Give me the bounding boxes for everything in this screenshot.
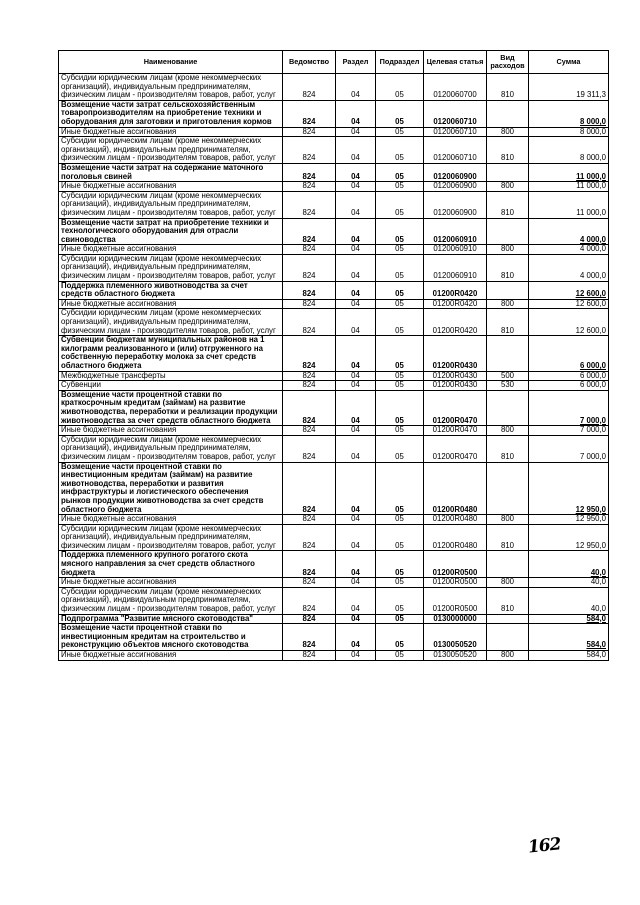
cell-subsection: 05	[376, 651, 424, 661]
table-row	[59, 551, 609, 578]
cell-dept: 824	[283, 426, 336, 436]
cell-exptype: 810	[487, 587, 529, 614]
cell-name: Иные бюджетные ассигнования	[59, 578, 283, 588]
cell-subsection: 05	[376, 587, 424, 614]
cell-sum: 584,0	[529, 614, 609, 624]
cell-target: 01200R0470	[424, 435, 487, 462]
cell-name: Поддержка племенного животноводства за счет средств областного бюджета	[59, 281, 283, 299]
cell-sum: 11 000,0	[529, 191, 609, 218]
cell-exptype	[487, 614, 529, 624]
cell-sum: 12 950,0	[529, 462, 609, 515]
cell-exptype: 800	[487, 651, 529, 661]
cell-section: 04	[336, 371, 376, 381]
cell-sum: 8 000,0	[529, 100, 609, 127]
cell-sum: 7 000,0	[529, 435, 609, 462]
cell-subsection: 05	[376, 371, 424, 381]
cell-exptype: 800	[487, 127, 529, 137]
cell-target: 0120060710	[424, 127, 487, 137]
cell-subsection: 05	[376, 74, 424, 101]
cell-dept: 824	[283, 587, 336, 614]
cell-subsection: 05	[376, 309, 424, 336]
cell-sum: 4 000,0	[529, 254, 609, 281]
cell-section: 04	[336, 245, 376, 255]
cell-dept: 824	[283, 336, 336, 371]
cell-name: Возмещение части процентной ставки по инвестиционным кредитам на строительство и реконструкцию объектов мясного скотоводства	[59, 624, 283, 651]
table-row	[59, 309, 609, 336]
cell-dept: 824	[283, 281, 336, 299]
cell-sum: 12 950,0	[529, 524, 609, 551]
cell-dept: 824	[283, 390, 336, 425]
cell-subsection: 05	[376, 336, 424, 371]
cell-subsection: 05	[376, 381, 424, 391]
cell-exptype	[487, 281, 529, 299]
cell-target: 01200R0430	[424, 371, 487, 381]
cell-subsection: 05	[376, 245, 424, 255]
cell-target: 0130050520	[424, 651, 487, 661]
cell-exptype	[487, 100, 529, 127]
table-header-row	[59, 51, 609, 74]
cell-section: 04	[336, 390, 376, 425]
cell-dept: 824	[283, 515, 336, 525]
table-row	[59, 299, 609, 309]
table-row	[59, 137, 609, 164]
cell-target: 0120060910	[424, 218, 487, 245]
cell-sum: 12 950,0	[529, 515, 609, 525]
table-row	[59, 74, 609, 101]
cell-name: Возмещение части затрат на содержание маточного поголовья свиней	[59, 163, 283, 181]
cell-exptype	[487, 218, 529, 245]
cell-target: 01200R0480	[424, 515, 487, 525]
cell-section: 04	[336, 100, 376, 127]
cell-name: Поддержка племенного крупного рогатого скота мясного направления за счет средств областного бюджета	[59, 551, 283, 578]
cell-sum: 7 000,0	[529, 426, 609, 436]
cell-subsection: 05	[376, 254, 424, 281]
cell-exptype: 800	[487, 245, 529, 255]
table-row	[59, 524, 609, 551]
cell-target: 0120060710	[424, 137, 487, 164]
cell-exptype: 500	[487, 371, 529, 381]
cell-subsection: 05	[376, 624, 424, 651]
table-row	[59, 371, 609, 381]
table-row	[59, 587, 609, 614]
cell-dept: 824	[283, 163, 336, 181]
cell-name: Возмещение части процентной ставки по инвестиционным кредитам (займам) на развитие животноводства, переработки и развития инфраструктуры и логистического обеспечения рынков продукции животноводства за счет средств областного бюджета	[59, 462, 283, 515]
cell-name: Иные бюджетные ассигнования	[59, 426, 283, 436]
cell-target: 01200R0470	[424, 426, 487, 436]
cell-name: Иные бюджетные ассигнования	[59, 182, 283, 192]
header-subsection: Подраздел	[376, 51, 424, 74]
cell-section: 04	[336, 163, 376, 181]
cell-exptype: 800	[487, 426, 529, 436]
cell-name: Субвенции	[59, 381, 283, 391]
cell-subsection: 05	[376, 426, 424, 436]
cell-name: Субсидии юридическим лицам (кроме некоммерческих организаций), индивидуальным предпринимателям, физическим лицам - производителям товаров, работ, услуг	[59, 587, 283, 614]
cell-target: 0120060900	[424, 182, 487, 192]
cell-section: 04	[336, 254, 376, 281]
cell-dept: 824	[283, 127, 336, 137]
cell-subsection: 05	[376, 551, 424, 578]
header-dept: Ведомство	[283, 51, 336, 74]
cell-target: 0120060910	[424, 245, 487, 255]
page-number: 162	[527, 834, 562, 858]
table-row	[59, 336, 609, 371]
header-section: Раздел	[336, 51, 376, 74]
cell-sum: 584,0	[529, 624, 609, 651]
cell-target: 01200R0500	[424, 551, 487, 578]
cell-section: 04	[336, 191, 376, 218]
cell-subsection: 05	[376, 191, 424, 218]
table-row	[59, 651, 609, 661]
cell-subsection: 05	[376, 524, 424, 551]
cell-name: Возмещение части затрат сельскохозяйственным товаропроизводителям на приобретение техники и оборудования для заготовки и приготовления кормов	[59, 100, 283, 127]
cell-exptype	[487, 462, 529, 515]
cell-subsection: 05	[376, 281, 424, 299]
cell-target: 01200R0480	[424, 524, 487, 551]
cell-subsection: 05	[376, 137, 424, 164]
cell-sum: 584,0	[529, 651, 609, 661]
cell-exptype: 800	[487, 578, 529, 588]
table-row	[59, 426, 609, 436]
table-row	[59, 281, 609, 299]
table-row	[59, 614, 609, 624]
table-row	[59, 218, 609, 245]
cell-subsection: 05	[376, 182, 424, 192]
cell-name: Субсидии юридическим лицам (кроме некоммерческих организаций), индивидуальным предпринимателям, физическим лицам - производителям товаров, работ, услуг	[59, 74, 283, 101]
cell-sum: 40,0	[529, 551, 609, 578]
cell-sum: 7 000,0	[529, 390, 609, 425]
table-row	[59, 381, 609, 391]
cell-sum: 8 000,0	[529, 127, 609, 137]
table-row	[59, 127, 609, 137]
cell-subsection: 05	[376, 578, 424, 588]
cell-exptype	[487, 551, 529, 578]
cell-name: Субсидии юридическим лицам (кроме некоммерческих организаций), индивидуальным предпринимателям, физическим лицам - производителям товаров, работ, услуг	[59, 191, 283, 218]
cell-subsection: 05	[376, 515, 424, 525]
cell-subsection: 05	[376, 614, 424, 624]
cell-target: 0130050520	[424, 624, 487, 651]
cell-section: 04	[336, 515, 376, 525]
cell-sum: 19 311,3	[529, 74, 609, 101]
cell-sum: 6 000,0	[529, 381, 609, 391]
cell-sum: 11 000,0	[529, 163, 609, 181]
cell-name: Иные бюджетные ассигнования	[59, 245, 283, 255]
cell-section: 04	[336, 524, 376, 551]
cell-dept: 824	[283, 524, 336, 551]
cell-name: Возмещение части затрат на приобретение техники и технологического оборудования для отрасли свиноводства	[59, 218, 283, 245]
cell-dept: 824	[283, 551, 336, 578]
cell-exptype	[487, 163, 529, 181]
cell-sum: 6 000,0	[529, 336, 609, 371]
header-name: Наименование	[59, 51, 283, 74]
cell-section: 04	[336, 624, 376, 651]
cell-exptype: 800	[487, 299, 529, 309]
cell-section: 04	[336, 299, 376, 309]
cell-subsection: 05	[376, 462, 424, 515]
cell-name: Подпрограмма "Развитие мясного скотоводства"	[59, 614, 283, 624]
table-row	[59, 578, 609, 588]
cell-dept: 824	[283, 371, 336, 381]
cell-subsection: 05	[376, 163, 424, 181]
cell-section: 04	[336, 651, 376, 661]
cell-subsection: 05	[376, 218, 424, 245]
cell-subsection: 05	[376, 390, 424, 425]
cell-name: Иные бюджетные ассигнования	[59, 299, 283, 309]
cell-dept: 824	[283, 100, 336, 127]
cell-section: 04	[336, 578, 376, 588]
cell-sum: 12 600,0	[529, 299, 609, 309]
cell-sum: 11 000,0	[529, 182, 609, 192]
cell-section: 04	[336, 381, 376, 391]
table-row	[59, 462, 609, 515]
cell-subsection: 05	[376, 435, 424, 462]
cell-exptype: 810	[487, 435, 529, 462]
cell-sum: 40,0	[529, 587, 609, 614]
cell-name: Иные бюджетные ассигнования	[59, 651, 283, 661]
cell-sum: 8 000,0	[529, 137, 609, 164]
cell-section: 04	[336, 137, 376, 164]
cell-target: 01200R0500	[424, 578, 487, 588]
cell-name: Субсидии юридическим лицам (кроме некоммерческих организаций), индивидуальным предпринимателям, физическим лицам - производителям товаров, работ, услуг	[59, 524, 283, 551]
cell-dept: 824	[283, 191, 336, 218]
cell-name: Субсидии юридическим лицам (кроме некоммерческих организаций), индивидуальным предпринимателям, физическим лицам - производителям товаров, работ, услуг	[59, 254, 283, 281]
cell-sum: 6 000,0	[529, 371, 609, 381]
cell-section: 04	[336, 127, 376, 137]
cell-target: 01200R0420	[424, 281, 487, 299]
cell-section: 04	[336, 182, 376, 192]
cell-dept: 824	[283, 182, 336, 192]
cell-sum: 4 000,0	[529, 218, 609, 245]
table-row	[59, 191, 609, 218]
cell-section: 04	[336, 426, 376, 436]
table-row	[59, 100, 609, 127]
cell-dept: 824	[283, 299, 336, 309]
cell-exptype: 530	[487, 381, 529, 391]
cell-dept: 824	[283, 435, 336, 462]
cell-target: 0120060900	[424, 163, 487, 181]
cell-target: 0120060710	[424, 100, 487, 127]
cell-exptype	[487, 336, 529, 371]
cell-dept: 824	[283, 245, 336, 255]
cell-dept: 824	[283, 218, 336, 245]
cell-target: 01200R0430	[424, 336, 487, 371]
cell-section: 04	[336, 281, 376, 299]
cell-dept: 824	[283, 309, 336, 336]
cell-subsection: 05	[376, 100, 424, 127]
cell-target: 01200R0480	[424, 462, 487, 515]
cell-exptype	[487, 390, 529, 425]
cell-target: 0120060910	[424, 254, 487, 281]
cell-dept: 824	[283, 74, 336, 101]
cell-target: 01200R0470	[424, 390, 487, 425]
budget-table	[58, 50, 609, 661]
cell-exptype: 810	[487, 524, 529, 551]
cell-section: 04	[336, 462, 376, 515]
cell-name: Иные бюджетные ассигнования	[59, 515, 283, 525]
cell-exptype	[487, 624, 529, 651]
table-row	[59, 390, 609, 425]
cell-exptype: 810	[487, 191, 529, 218]
cell-exptype: 800	[487, 182, 529, 192]
header-sum: Сумма	[529, 51, 609, 74]
table-row	[59, 245, 609, 255]
cell-subsection: 05	[376, 299, 424, 309]
cell-section: 04	[336, 218, 376, 245]
cell-sum: 40,0	[529, 578, 609, 588]
cell-section: 04	[336, 435, 376, 462]
cell-target: 01200R0430	[424, 381, 487, 391]
cell-section: 04	[336, 74, 376, 101]
cell-target: 0120060900	[424, 191, 487, 218]
cell-section: 04	[336, 336, 376, 371]
cell-section: 04	[336, 309, 376, 336]
cell-section: 04	[336, 551, 376, 578]
cell-name: Субсидии юридическим лицам (кроме некоммерческих организаций), индивидуальным предпринимателям, физическим лицам - производителям товаров, работ, услуг	[59, 435, 283, 462]
cell-dept: 824	[283, 254, 336, 281]
cell-sum: 12 600,0	[529, 281, 609, 299]
cell-section: 04	[336, 587, 376, 614]
cell-dept: 824	[283, 462, 336, 515]
cell-exptype: 810	[487, 309, 529, 336]
cell-exptype: 800	[487, 515, 529, 525]
table-row	[59, 182, 609, 192]
table-row	[59, 254, 609, 281]
cell-name: Субвенции бюджетам муниципальных районов на 1 килограмм реализованного и (или) отгруженного на собственную переработку молока за счет средств областного бюджета	[59, 336, 283, 371]
cell-exptype: 810	[487, 254, 529, 281]
cell-subsection: 05	[376, 127, 424, 137]
cell-target: 01200R0420	[424, 309, 487, 336]
cell-name: Иные бюджетные ассигнования	[59, 127, 283, 137]
header-exptype: Вид расходов	[487, 51, 529, 74]
cell-target: 0130000000	[424, 614, 487, 624]
table-row	[59, 435, 609, 462]
cell-section: 04	[336, 614, 376, 624]
table-row	[59, 624, 609, 651]
cell-target: 01200R0500	[424, 587, 487, 614]
cell-name: Субсидии юридическим лицам (кроме некоммерческих организаций), индивидуальным предпринимателям, физическим лицам - производителям товаров, работ, услуг	[59, 137, 283, 164]
table-row	[59, 163, 609, 181]
cell-name: Возмещение части процентной ставки по краткосрочным кредитам (займам) на развитие животноводства, переработки и реализации продукции животноводства за счет средств областного бюджета	[59, 390, 283, 425]
cell-exptype: 810	[487, 74, 529, 101]
cell-name: Субсидии юридическим лицам (кроме некоммерческих организаций), индивидуальным предпринимателям, физическим лицам - производителям товаров, работ, услуг	[59, 309, 283, 336]
cell-sum: 4 000,0	[529, 245, 609, 255]
cell-dept: 824	[283, 614, 336, 624]
cell-dept: 824	[283, 137, 336, 164]
cell-target: 01200R0420	[424, 299, 487, 309]
cell-dept: 824	[283, 381, 336, 391]
budget-sheet	[58, 50, 608, 661]
cell-dept: 824	[283, 624, 336, 651]
header-target: Целевая статья	[424, 51, 487, 74]
table-row	[59, 515, 609, 525]
cell-sum: 12 600,0	[529, 309, 609, 336]
cell-dept: 824	[283, 578, 336, 588]
cell-name: Межбюджетные трансферты	[59, 371, 283, 381]
cell-target: 0120060700	[424, 74, 487, 101]
cell-dept: 824	[283, 651, 336, 661]
cell-exptype: 810	[487, 137, 529, 164]
